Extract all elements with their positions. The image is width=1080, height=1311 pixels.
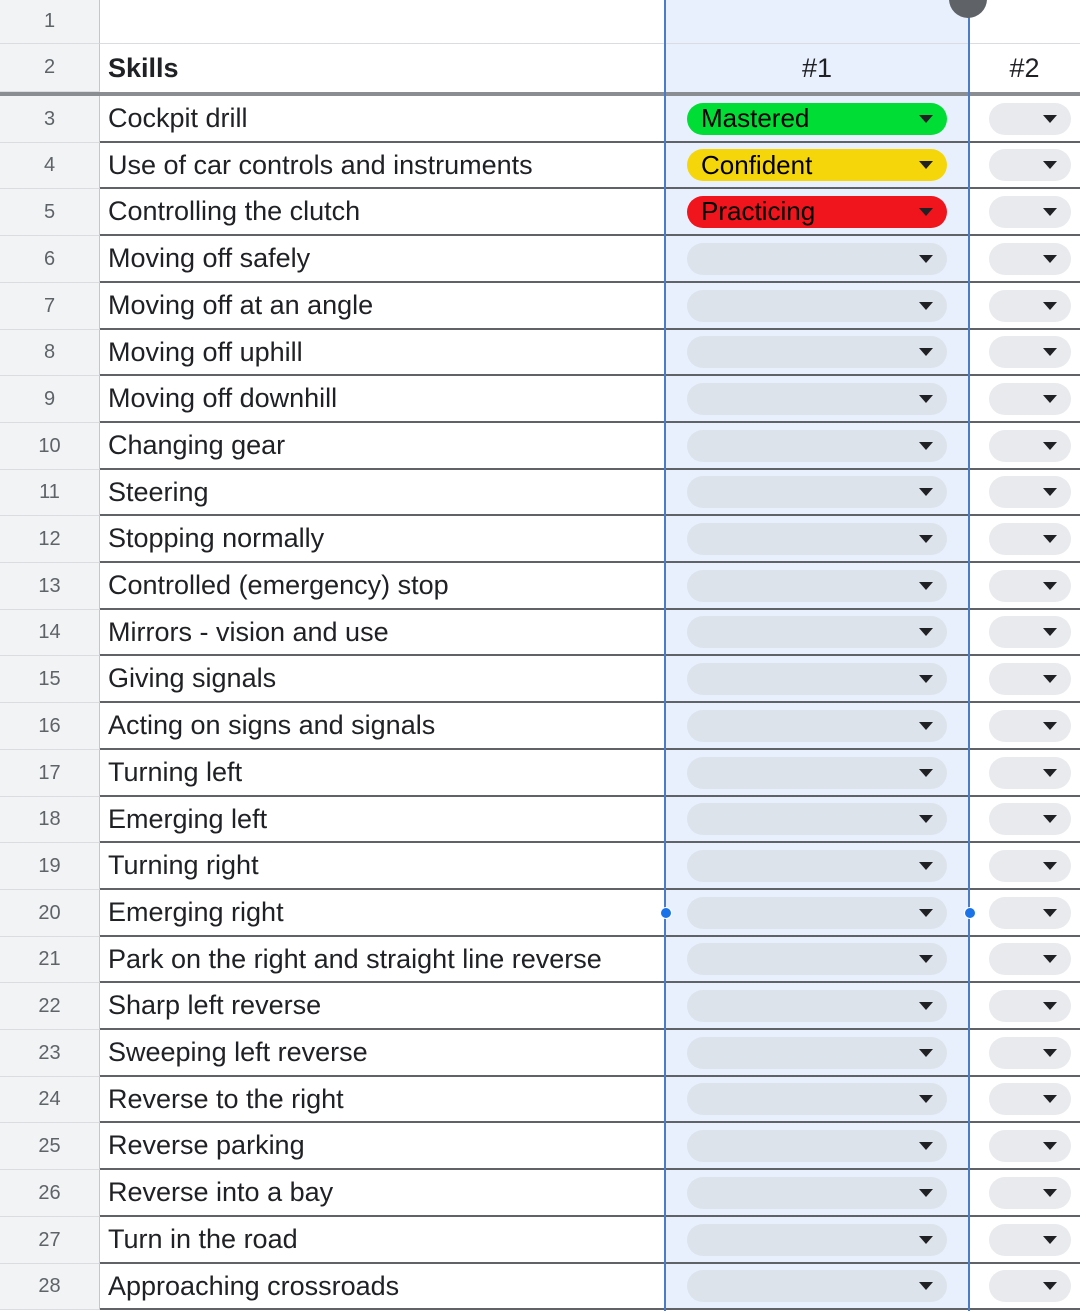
- row-number[interactable]: 23: [0, 1030, 100, 1077]
- table-row: [0, 189, 1080, 236]
- status-dropdown[interactable]: [989, 570, 1071, 602]
- skill-cell[interactable]: Moving off downhill: [100, 376, 665, 423]
- status-dropdown[interactable]: [989, 757, 1071, 789]
- table-row: [0, 563, 1080, 610]
- row-number[interactable]: 12: [0, 516, 100, 563]
- col2-cell[interactable]: [969, 0, 1080, 44]
- table-row: [0, 983, 1080, 1030]
- dropdown-arrow-icon: [1043, 395, 1057, 403]
- col2-cell[interactable]: [969, 330, 1080, 376]
- col2-cell[interactable]: [969, 236, 1080, 283]
- dropdown-arrow-icon: [919, 1049, 933, 1057]
- dropdown-arrow-icon: [1043, 1095, 1057, 1103]
- status-dropdown[interactable]: [989, 336, 1071, 368]
- col2-header[interactable]: #2: [969, 44, 1080, 92]
- col2-cell[interactable]: [969, 1030, 1080, 1077]
- skill-cell[interactable]: Changing gear: [100, 423, 665, 470]
- col1-cell[interactable]: [665, 656, 969, 703]
- dropdown-arrow-icon: [919, 1095, 933, 1103]
- row-number[interactable]: 8: [0, 330, 100, 376]
- skill-cell[interactable]: Reverse to the right: [100, 1077, 665, 1123]
- skill-cell[interactable]: Stopping normally: [100, 516, 665, 563]
- status-dropdown[interactable]: [687, 1270, 947, 1302]
- col1-cell[interactable]: [665, 703, 969, 750]
- skill-cell[interactable]: Reverse into a bay: [100, 1170, 665, 1217]
- dropdown-arrow-icon: [1043, 955, 1057, 963]
- dropdown-arrow-icon: [1043, 302, 1057, 310]
- table-row: [0, 750, 1080, 797]
- skill-cell[interactable]: Giving signals: [100, 656, 665, 703]
- row-number[interactable]: 13: [0, 563, 100, 610]
- row-number[interactable]: 22: [0, 983, 100, 1030]
- status-dropdown[interactable]: [989, 1037, 1071, 1069]
- table-row: [0, 96, 1080, 143]
- col1-cell[interactable]: [665, 1217, 969, 1264]
- col2-cell[interactable]: [969, 1077, 1080, 1123]
- dropdown-arrow-icon: [919, 628, 933, 636]
- status-dropdown[interactable]: [687, 1083, 947, 1115]
- status-dropdown[interactable]: [989, 1224, 1071, 1256]
- status-dropdown[interactable]: [687, 523, 947, 555]
- col1-cell[interactable]: [665, 1077, 969, 1123]
- col1-cell[interactable]: [665, 96, 969, 143]
- skills-header[interactable]: Skills: [100, 44, 665, 92]
- row-number[interactable]: 5: [0, 189, 100, 236]
- status-dropdown[interactable]: [989, 196, 1071, 228]
- dropdown-arrow-icon: [1043, 488, 1057, 496]
- dropdown-arrow-icon: [1043, 1189, 1057, 1197]
- col2-cell[interactable]: [969, 283, 1080, 330]
- skill-cell[interactable]: Use of car controls and instruments: [100, 143, 665, 189]
- col2-cell[interactable]: [969, 1264, 1080, 1310]
- col1-cell[interactable]: [665, 283, 969, 330]
- status-dropdown[interactable]: [687, 1130, 947, 1162]
- table-row: [0, 610, 1080, 656]
- table-row: [0, 236, 1080, 283]
- table-row: [0, 937, 1080, 983]
- col1-cell[interactable]: [665, 937, 969, 983]
- status-dropdown[interactable]: [989, 616, 1071, 648]
- col2-cell[interactable]: [969, 516, 1080, 563]
- col2-cell[interactable]: [969, 96, 1080, 143]
- skill-cell[interactable]: Sweeping left reverse: [100, 1030, 665, 1077]
- col2-cell[interactable]: [969, 610, 1080, 656]
- status-dropdown[interactable]: [989, 1177, 1071, 1209]
- dropdown-arrow-icon: [1043, 1049, 1057, 1057]
- selection-border-right: [968, 0, 970, 1311]
- col2-cell[interactable]: [969, 143, 1080, 189]
- row-number[interactable]: 10: [0, 423, 100, 470]
- dropdown-arrow-icon: [919, 1236, 933, 1244]
- dropdown-arrow-icon: [1043, 442, 1057, 450]
- dropdown-arrow-icon: [1043, 582, 1057, 590]
- col1-cell[interactable]: [665, 470, 969, 516]
- table-row: [0, 890, 1080, 937]
- dropdown-arrow-icon: [919, 909, 933, 917]
- status-dropdown[interactable]: [989, 243, 1071, 275]
- dropdown-arrow-icon: [919, 442, 933, 450]
- status-dropdown[interactable]: [687, 476, 947, 508]
- table-row: [0, 470, 1080, 516]
- skill-cell[interactable]: [100, 0, 665, 44]
- status-dropdown[interactable]: [989, 290, 1071, 322]
- dropdown-arrow-icon: [1043, 769, 1057, 777]
- col1-cell[interactable]: [665, 423, 969, 470]
- col2-cell[interactable]: [969, 189, 1080, 236]
- col1-cell[interactable]: [665, 189, 969, 236]
- status-dropdown[interactable]: [989, 990, 1071, 1022]
- col1-cell[interactable]: [665, 236, 969, 283]
- status-dropdown[interactable]: [687, 243, 947, 275]
- table-row: [0, 423, 1080, 470]
- skill-cell[interactable]: Moving off at an angle: [100, 283, 665, 330]
- col1-cell[interactable]: [665, 143, 969, 189]
- skill-cell[interactable]: Mirrors - vision and use: [100, 610, 665, 656]
- col2-cell[interactable]: [969, 937, 1080, 983]
- status-dropdown[interactable]: [687, 990, 947, 1022]
- row-number[interactable]: 4: [0, 143, 100, 189]
- table-row: [0, 1030, 1080, 1077]
- dropdown-arrow-icon: [1043, 535, 1057, 543]
- dropdown-arrow-icon: [1043, 1236, 1057, 1244]
- dropdown-arrow-icon: [919, 815, 933, 823]
- dropdown-arrow-icon: [1043, 115, 1057, 123]
- status-dropdown[interactable]: [687, 1037, 947, 1069]
- dropdown-arrow-icon: [919, 862, 933, 870]
- dropdown-arrow-icon: [1043, 348, 1057, 356]
- row-number[interactable]: 24: [0, 1077, 100, 1123]
- dropdown-arrow-icon: [919, 302, 933, 310]
- status-dropdown[interactable]: [687, 710, 947, 742]
- sheet-row-1: [0, 0, 1080, 44]
- row-number[interactable]: 17: [0, 750, 100, 797]
- row-number[interactable]: 1: [0, 0, 100, 44]
- dropdown-arrow-icon: [1043, 255, 1057, 263]
- selection-handle-right[interactable]: [964, 907, 976, 919]
- col1-cell[interactable]: [665, 516, 969, 563]
- table-row: [0, 516, 1080, 563]
- dropdown-arrow-icon: [919, 1002, 933, 1010]
- status-dropdown[interactable]: [687, 803, 947, 835]
- skill-cell[interactable]: Controlled (emergency) stop: [100, 563, 665, 610]
- selection-border-left: [664, 0, 666, 1311]
- status-dropdown[interactable]: [989, 430, 1071, 462]
- status-dropdown[interactable]: [989, 149, 1071, 181]
- status-dropdown[interactable]: [687, 383, 947, 415]
- col2-cell[interactable]: [969, 1217, 1080, 1264]
- skill-cell[interactable]: Controlling the clutch: [100, 189, 665, 236]
- col2-cell[interactable]: [969, 983, 1080, 1030]
- row-number[interactable]: 15: [0, 656, 100, 703]
- dropdown-arrow-icon: [919, 535, 933, 543]
- dropdown-arrow-icon: [919, 348, 933, 356]
- status-dropdown[interactable]: [687, 850, 947, 882]
- dropdown-arrow-icon: [1043, 1282, 1057, 1290]
- row-number[interactable]: 7: [0, 283, 100, 330]
- col2-cell[interactable]: [969, 1170, 1080, 1217]
- status-dropdown[interactable]: [687, 943, 947, 975]
- table-row: [0, 1217, 1080, 1264]
- row-number[interactable]: 27: [0, 1217, 100, 1264]
- dropdown-arrow-icon: [1043, 628, 1057, 636]
- table-row: [0, 703, 1080, 750]
- skill-cell[interactable]: Turn in the road: [100, 1217, 665, 1264]
- dropdown-arrow-icon: [919, 1282, 933, 1290]
- col1-cell[interactable]: [665, 0, 969, 44]
- skill-cell[interactable]: Reverse parking: [100, 1123, 665, 1170]
- col2-cell[interactable]: [969, 423, 1080, 470]
- row-number[interactable]: 25: [0, 1123, 100, 1170]
- col1-header[interactable]: #1: [665, 44, 969, 92]
- row-number[interactable]: 11: [0, 470, 100, 516]
- status-dropdown[interactable]: [687, 1177, 947, 1209]
- dropdown-arrow-icon: [1043, 722, 1057, 730]
- dropdown-arrow-icon: [919, 582, 933, 590]
- dropdown-arrow-icon: [919, 955, 933, 963]
- col1-cell[interactable]: [665, 750, 969, 797]
- status-dropdown[interactable]: [687, 336, 947, 368]
- col1-cell[interactable]: [665, 610, 969, 656]
- col2-cell[interactable]: [969, 797, 1080, 843]
- skill-cell[interactable]: Sharp left reverse: [100, 983, 665, 1030]
- table-row: [0, 376, 1080, 423]
- dropdown-arrow-icon: [1043, 208, 1057, 216]
- row-number[interactable]: 3: [0, 96, 100, 143]
- col2-cell[interactable]: [969, 376, 1080, 423]
- row-number[interactable]: 26: [0, 1170, 100, 1217]
- status-dropdown[interactable]: [687, 897, 947, 929]
- status-dropdown[interactable]: [989, 1270, 1071, 1302]
- col2-cell[interactable]: [969, 750, 1080, 797]
- table-row: [0, 1264, 1080, 1310]
- dropdown-arrow-icon: [1043, 1142, 1057, 1150]
- col1-cell[interactable]: [665, 330, 969, 376]
- dropdown-arrow-icon: [919, 395, 933, 403]
- row-number[interactable]: 21: [0, 937, 100, 983]
- status-dropdown[interactable]: [687, 196, 947, 228]
- row-number[interactable]: 2: [0, 44, 100, 92]
- col1-cell[interactable]: [665, 1123, 969, 1170]
- status-dropdown[interactable]: [989, 663, 1071, 695]
- skill-cell[interactable]: Turning right: [100, 843, 665, 890]
- table-row: [0, 1170, 1080, 1217]
- status-dropdown[interactable]: [687, 570, 947, 602]
- dropdown-arrow-icon: [1043, 862, 1057, 870]
- col1-cell[interactable]: [665, 797, 969, 843]
- dropdown-arrow-icon: [1043, 815, 1057, 823]
- status-dropdown[interactable]: [687, 149, 947, 181]
- status-dropdown[interactable]: [989, 523, 1071, 555]
- status-label: Confident: [701, 149, 813, 180]
- status-dropdown[interactable]: [687, 616, 947, 648]
- status-dropdown[interactable]: [687, 103, 947, 135]
- col1-cell[interactable]: [665, 983, 969, 1030]
- status-label: Practicing: [701, 196, 816, 226]
- status-dropdown[interactable]: [687, 430, 947, 462]
- dropdown-arrow-icon: [919, 1142, 933, 1150]
- status-dropdown[interactable]: [687, 1224, 947, 1256]
- dropdown-arrow-icon: [919, 1189, 933, 1197]
- table-row: [0, 1077, 1080, 1123]
- table-row: [0, 143, 1080, 189]
- skill-cell[interactable]: Moving off uphill: [100, 330, 665, 376]
- status-dropdown[interactable]: [989, 710, 1071, 742]
- col1-cell[interactable]: [665, 376, 969, 423]
- row-number[interactable]: 9: [0, 376, 100, 423]
- col2-cell[interactable]: [969, 843, 1080, 890]
- skill-cell[interactable]: Approaching crossroads: [100, 1264, 665, 1310]
- status-dropdown[interactable]: [989, 1083, 1071, 1115]
- row-number[interactable]: 14: [0, 610, 100, 656]
- col1-cell[interactable]: [665, 1264, 969, 1310]
- dropdown-arrow-icon: [919, 255, 933, 263]
- col1-cell[interactable]: [665, 843, 969, 890]
- status-dropdown[interactable]: [989, 103, 1071, 135]
- row-number[interactable]: 20: [0, 890, 100, 937]
- dropdown-arrow-icon: [1043, 1002, 1057, 1010]
- dropdown-arrow-icon: [919, 208, 933, 216]
- dropdown-arrow-icon: [1043, 675, 1057, 683]
- row-number[interactable]: 19: [0, 843, 100, 890]
- col1-cell[interactable]: [665, 563, 969, 610]
- table-row: [0, 797, 1080, 843]
- row-number[interactable]: 18: [0, 797, 100, 843]
- skill-cell[interactable]: Moving off safely: [100, 236, 665, 283]
- dropdown-arrow-icon: [919, 115, 933, 123]
- col1-cell[interactable]: [665, 1170, 969, 1217]
- status-dropdown[interactable]: [687, 757, 947, 789]
- col2-cell[interactable]: [969, 1123, 1080, 1170]
- col1-cell[interactable]: [665, 890, 969, 937]
- status-dropdown[interactable]: [687, 663, 947, 695]
- table-row: [0, 330, 1080, 376]
- status-dropdown[interactable]: [989, 803, 1071, 835]
- status-dropdown[interactable]: [989, 383, 1071, 415]
- status-dropdown[interactable]: [989, 1130, 1071, 1162]
- dropdown-arrow-icon: [1043, 161, 1057, 169]
- col2-cell[interactable]: [969, 703, 1080, 750]
- status-dropdown[interactable]: [989, 897, 1071, 929]
- skill-cell[interactable]: Emerging left: [100, 797, 665, 843]
- col1-cell[interactable]: [665, 1030, 969, 1077]
- table-row: [0, 843, 1080, 890]
- dropdown-arrow-icon: [919, 161, 933, 169]
- skill-cell[interactable]: Emerging right: [100, 890, 665, 937]
- table-row: [0, 656, 1080, 703]
- col2-cell[interactable]: [969, 563, 1080, 610]
- col2-cell[interactable]: [969, 656, 1080, 703]
- dropdown-arrow-icon: [1043, 909, 1057, 917]
- dropdown-arrow-icon: [919, 488, 933, 496]
- status-dropdown[interactable]: [989, 476, 1071, 508]
- skill-cell[interactable]: Acting on signs and signals: [100, 703, 665, 750]
- selection-handle-left[interactable]: [660, 907, 672, 919]
- skill-cell[interactable]: Steering: [100, 470, 665, 516]
- row-number[interactable]: 16: [0, 703, 100, 750]
- status-dropdown[interactable]: [989, 850, 1071, 882]
- status-dropdown[interactable]: [687, 290, 947, 322]
- dropdown-arrow-icon: [919, 769, 933, 777]
- row-number[interactable]: 6: [0, 236, 100, 283]
- dropdown-arrow-icon: [919, 722, 933, 730]
- col2-cell[interactable]: [969, 890, 1080, 937]
- table-row: [0, 1123, 1080, 1170]
- table-row: [0, 283, 1080, 330]
- status-dropdown[interactable]: [989, 943, 1071, 975]
- col2-cell[interactable]: [969, 470, 1080, 516]
- status-label: Mastered: [701, 103, 810, 133]
- skill-cell[interactable]: Cockpit drill: [100, 96, 665, 143]
- dropdown-arrow-icon: [919, 675, 933, 683]
- skill-cell[interactable]: Park on the right and straight line reverse: [100, 937, 665, 983]
- row-number[interactable]: 28: [0, 1264, 100, 1310]
- skill-cell[interactable]: Turning left: [100, 750, 665, 797]
- header-row: [0, 44, 1080, 92]
